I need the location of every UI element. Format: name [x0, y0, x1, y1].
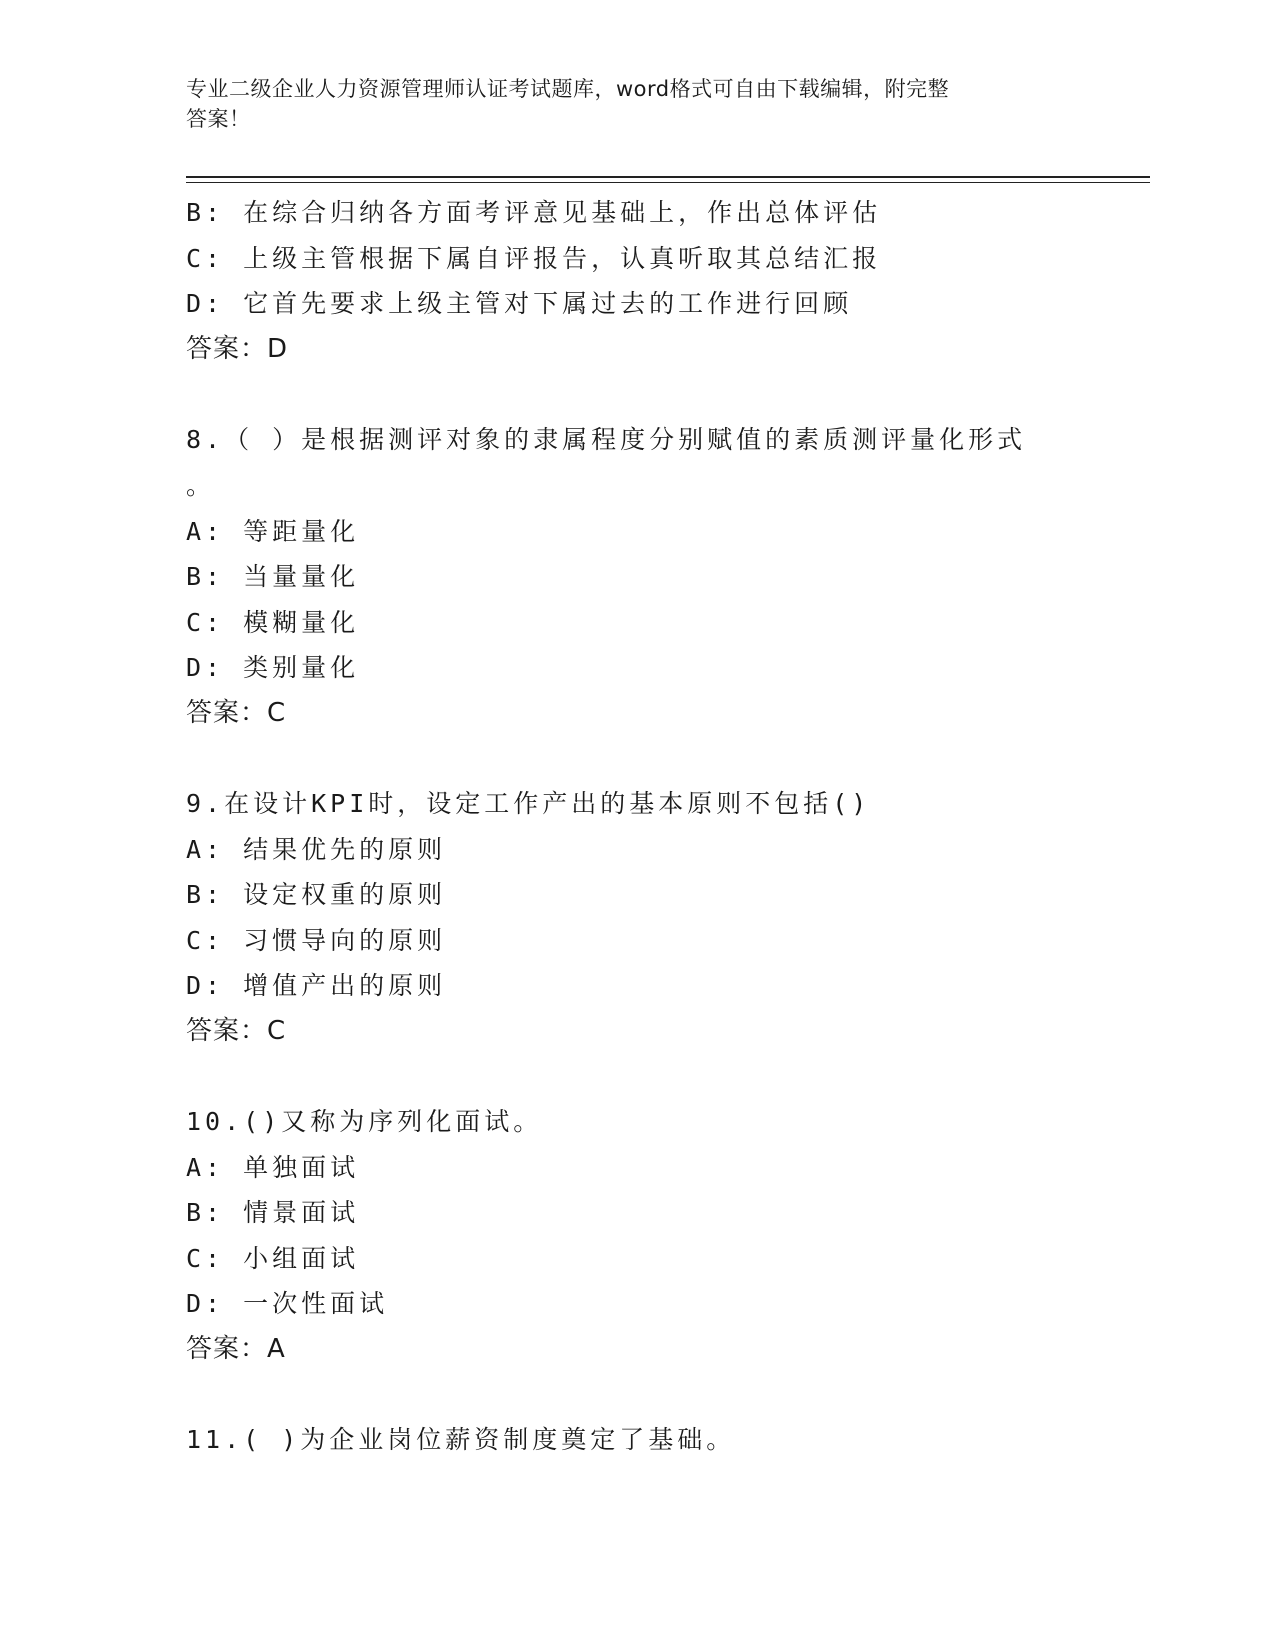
option-c: C: 小组面试 — [186, 1243, 360, 1273]
question-stem: 8.（ ）是根据测评对象的隶属程度分别赋值的素质测评量化形式 — [186, 425, 1027, 454]
question-7 — [186, 190, 1086, 372]
option-c: C: 习惯导向的原则 — [186, 925, 447, 955]
option-c: C: 上级主管根据下属自评报告，认真听取其总结汇报 — [186, 243, 882, 273]
option-d: D: 增值产出的原则 — [186, 971, 447, 1000]
header-line-1: 专业二级企业人力资源管理师认证考试题库，word格式可自由下载编辑，附完整 — [186, 77, 950, 101]
header-rule-thick — [186, 176, 1150, 178]
option-b: B: 在综合归纳各方面考评意见基础上，作出总体评估 — [186, 198, 882, 227]
option-d: D: 类别量化 — [186, 653, 360, 682]
document-header — [186, 74, 1066, 134]
option-b: B: 设定权重的原则 — [186, 880, 447, 909]
option-a: A: 单独面试 — [186, 1152, 360, 1182]
header-rule-thin — [186, 182, 1150, 183]
option-d: D: 它首先要求上级主管对下属过去的工作进行回顾 — [186, 289, 853, 318]
question-stem: 9.在设计KPI时，设定工作产出的基本原则不包括() — [186, 789, 871, 818]
question-stem: 11.( )为企业岗位薪资制度奠定了基础。 — [186, 1425, 736, 1454]
answer: 答案：C — [186, 1015, 287, 1046]
question-8 — [186, 417, 1086, 736]
question-10 — [186, 1099, 1086, 1372]
option-c: C: 模糊量化 — [186, 607, 360, 637]
option-a: A: 结果优先的原则 — [186, 834, 447, 864]
question-stem: 10.()又称为序列化面试。 — [186, 1107, 543, 1136]
question-11 — [186, 1417, 1086, 1463]
header-line-2: 答案！ — [186, 107, 251, 131]
option-b: B: 当量量化 — [186, 562, 360, 591]
question-list — [186, 190, 1086, 1463]
answer: 答案：C — [186, 697, 287, 728]
option-b: B: 情景面试 — [186, 1198, 360, 1227]
answer: 答案：D — [186, 333, 289, 364]
option-a: A: 等距量化 — [186, 516, 360, 546]
question-stem-continuation: 。 — [186, 470, 216, 500]
option-d: D: 一次性面试 — [186, 1289, 389, 1318]
answer: 答案：A — [186, 1333, 286, 1364]
question-9 — [186, 781, 1086, 1054]
